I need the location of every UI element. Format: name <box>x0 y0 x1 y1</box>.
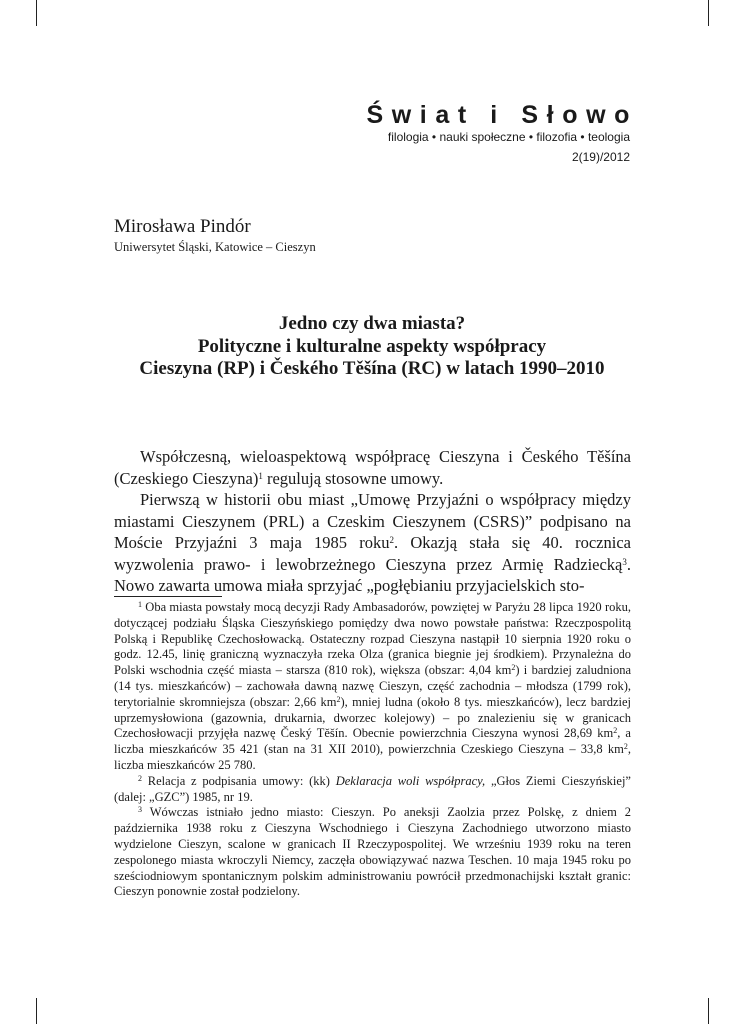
paragraph-1 <box>114 446 631 489</box>
title-line-3: Cieszyna (RP) i Českého Těšína (RC) w latach 1990–2010 <box>139 358 605 379</box>
journal-subtitle: filologia • nauki społeczne • filozofia • teologia <box>387 130 630 144</box>
text-span: Pierwszą w historii obu miast „Umowę Przyjaźni o współpracy między miastami Cieszynem (PRL) a Czeskim Cieszynem (CSRS)” podpisano na Moście Przyjaźni 3 maja 1985 roku <box>114 490 631 552</box>
title-line-2: Polityczne i kulturalne aspekty współpracy <box>197 335 547 357</box>
author-affiliation: Uniwersytet Śląski, Katowice – Cieszyn <box>114 240 316 254</box>
text-span: ) i bardziej zaludniona (14 tys. mieszkańców) – zachowała dawną nazwę Cieszyn, część zachodnia – młodsza (1799 rok), terytorialnie skromniejsza (obszar: 2,66 km <box>114 663 631 709</box>
footnote-number: 3 <box>138 805 142 815</box>
crop-mark <box>708 0 709 26</box>
footnote-separator <box>114 596 222 597</box>
footnote-ref[interactable]: 2 <box>389 535 395 545</box>
footnote-number: 2 <box>138 773 142 783</box>
article-title <box>114 313 630 381</box>
journal-issue: 2(19)/2012 <box>571 150 630 164</box>
text-span: Oba miasta powstały mocą decyzji Rady Ambasadorów, powziętej w Paryżu 28 lipca 1920 roku, dotyczącej podziału Śląska Cieszyńskiego pomiędzy dwa nowo powstałe państwa: Rzeczpospolitą Polską i Republikę Czechosłowacką. Ostateczny rozpad Cieszyna nastąpił 10 sierpnia 1920 roku o godz. 12.45, linię graniczną wyznaczyła rzeka Olza (granica biegnie jej środkiem). Przynależna do Polski wschodnia część miasta – starsza (810 rok), większa (obszar: 4,04 km <box>114 600 631 678</box>
journal-title: Świat i Słowo <box>366 101 638 129</box>
superscript: 2 <box>613 726 618 736</box>
crop-mark <box>708 998 709 1024</box>
text-span: , a liczba mieszkańców 35 421 (stan na 31 XII 2010), powierzchnia Czeskiego Cieszyna – 33,8 km <box>114 726 631 757</box>
footnote-ref[interactable]: 1 <box>258 470 263 481</box>
italic-title: Deklaracja woli współpracy, <box>335 773 486 788</box>
text-span: „Głos Ziemi Cieszyńskiej” (dalej: „GZC”) 1985, nr 19. <box>114 773 631 804</box>
crop-mark <box>36 998 37 1024</box>
superscript: 2 <box>623 742 628 752</box>
author-name: Mirosława Pindór <box>114 216 251 237</box>
text-span: . Okazją stała się 40. rocznica wyzwolenia prawo- i lewobrzeżnego Cieszyna przez Armię Radziecką <box>114 533 631 574</box>
footnotes <box>114 600 631 900</box>
body-text <box>114 446 631 597</box>
footnote-ref[interactable]: 3 <box>622 556 627 567</box>
text-span: Wówczas istniało jedno miasto: Cieszyn. Po aneksji Zaolzia przez Polskę, z dniem 2 października 1938 roku z Cieszyna Wschodniego i Cieszyna Zachodniego utworzono miasto wydzielone Cieszyn, scalone w granicach II Rzeczypospolitej. We wrześniu 1939 roku na teren zespolonego miasta wkroczyli Niemcy, zaczęła obowiązywać nazwa Teschen. 10 maja 1945 roku po sześciodniowym spontanicznym polskim administrowaniu powrócił przedmonachijski kształt granic: Cieszyn ponownie został podzielony. <box>114 805 631 899</box>
title-line-1: Jedno czy dwa miasta? <box>278 313 466 334</box>
text-span: regulują stosowne umowy. <box>262 468 444 488</box>
text-span: ), mniej ludna (około 8 tys. mieszkańców), lecz bardziej uprzemysłowiona (gazownia, drukarnia, dworzec kolejowy) – po znalezieniu się w granicach Czechosłowacji przyjęła nazwę Český Těšín. Obecnie powierzchnia Cieszyna wynosi 28,69 km <box>114 694 631 741</box>
text-span: Współczesną, wieloaspektową współpracę Cieszyna i Českého Těšína (Czeskiego Cieszyna) <box>114 447 631 488</box>
footnote-number: 1 <box>138 600 142 609</box>
text-span: . Nowo zawarta umowa miała sprzyjać „pogłębianiu przyjacielskich sto- <box>114 554 631 595</box>
paragraph-2 <box>114 489 631 597</box>
author-block <box>114 215 316 256</box>
superscript: 2 <box>336 694 341 704</box>
text-span: , liczba mieszkańców 25 780. <box>114 742 631 772</box>
journal-header <box>366 100 638 165</box>
crop-mark <box>36 0 37 26</box>
text-span: Relacja z podpisania umowy: (kk) <box>142 773 336 788</box>
footnote-3 <box>114 805 631 900</box>
footnote-1 <box>114 600 631 774</box>
footnote-2 <box>114 774 631 806</box>
superscript: 2 <box>511 663 516 673</box>
